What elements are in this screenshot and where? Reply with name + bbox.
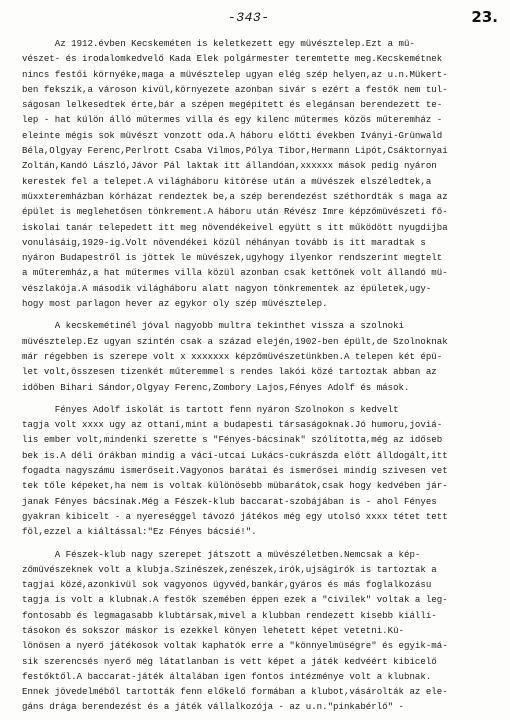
typed-text-body bbox=[22, 36, 502, 715]
text-line: hogy most parlagon hever az egykor oly szép müvésztelep. bbox=[22, 298, 328, 310]
text-line: tagja volt xxxx ugy az ottani,mint a budapesti társaságoknak.Jó humoru,joviá- bbox=[22, 419, 443, 431]
text-line: Az 1912.évben Kecskeméten is keletkezett egy müvésztelep.Ezt a mü- bbox=[22, 38, 415, 49]
text-line: iskolai tanár telepedett itt meg növendékeivel együtt s itt működött nyugdijba bbox=[22, 221, 448, 233]
text-line: vészlakója.A második világháboru alatt nagyon tönkrementek az épületek,ugy- bbox=[22, 282, 432, 294]
text-line: sik szerencsés nyerő még látatlanban is vett képet a játék kedvéért kibicelő bbox=[22, 655, 437, 667]
text-line: Zoltán,Kandó László,Jávor Pál laktak itt állandóan,xxxxxx mások pedig nyáron bbox=[22, 160, 437, 172]
text-line: fontosabb és legmagasabb klubtársak,mivel a klubban rendezett kisebb kiállí- bbox=[22, 609, 437, 621]
text-line: zőmüvészeknek volt a klubja.Szinészek,zenészek,irók,ujságirók is tartoztak a bbox=[22, 563, 437, 575]
text-line: müvésztelep.Ez ugyan szintén csak a század elején,1902-ben épült,de Szolnoknak bbox=[22, 335, 448, 347]
paragraph bbox=[22, 547, 502, 715]
text-line: vészet- és irodalomkedvelő Kada Elek polgármester teremtette meg.Kecskemétnek bbox=[22, 53, 443, 65]
text-line: eleinte mégis sok müvészt vonzott oda.A háboru előtti években Iványi-Grünwald bbox=[22, 129, 443, 141]
text-line: vonulásáig,1929-ig.Volt növendékei közül néhányan tovább is itt maradtak s bbox=[22, 236, 426, 248]
text-line: müxxteremházban kórházat rendeztek be,a szép berendezést széthordták s maga az bbox=[22, 190, 448, 202]
text-line: nincs festői környéke,maga a müvésztelep ugyan elég szép helyen,az u.n.Mükert- bbox=[22, 68, 448, 80]
text-line: ben fekszik,a városon kivül,környezete azonban sivár s ezért a festők nem tul- bbox=[22, 83, 448, 95]
paragraph bbox=[22, 36, 502, 311]
paragraph-gap bbox=[22, 395, 502, 402]
text-line: fogadta nagyszámu ismerőseit.Vagyonos barátai és ismerősei mindig szivesen vet bbox=[22, 465, 448, 477]
text-line: bek is.A déli órákban mindig a váci-utcai Lukács-cukrászda előtt álldogált,itt bbox=[22, 449, 448, 461]
text-line: ságosan lelkesedtek érte,bár a szépen megépitett és elegánsan berendezett te- bbox=[22, 99, 443, 111]
page-header bbox=[0, 8, 510, 30]
page-number: -343- bbox=[228, 10, 270, 25]
text-line: Fényes Adolf iskolát is tartott fenn nyáron Szolnokon s kedvelt bbox=[22, 403, 399, 415]
text-line: lep - hat külön álló műtermes villa és egy kilenc műtermes közös műteremház - bbox=[22, 114, 443, 126]
text-line: lönösen a nyerő játékosok voltak kaphatók erre a "könnyelmüségre" és egyik-má- bbox=[22, 640, 448, 652]
text-line: let volt,összesen tizenkét műteremmel s rendes lakói közé tartoztak abban az bbox=[22, 366, 437, 378]
paragraph-gap bbox=[22, 540, 502, 547]
text-line: időben Bihari Sándor,Olgyay Ferenc,Zombory Lajos,Fényes Adolf és mások. bbox=[22, 381, 410, 393]
handwritten-page-number: 23. bbox=[471, 8, 498, 26]
text-line: tagja is volt a klubnak.A festők szemében éppen ezek a "civilek" voltak a leg- bbox=[22, 594, 448, 606]
text-line: gyakran kibicelt - a nyereséggel távozó játékos még egy utolsó xxxx tétet tett bbox=[22, 510, 448, 522]
text-line: föl,ezzel a kiáltással:"Ez Fényes bácsié!". bbox=[22, 526, 257, 538]
text-line: nyáron Budapestről is jöttek le müvészek,ugyhogy ilyenkor rendszerint megtelt bbox=[22, 252, 443, 264]
text-line: tagjai közé,azonkivül sok vagyonos ügyvéd,bankár,gyáros és más foglalkozásu bbox=[22, 579, 432, 591]
text-line: kerestek fel a telepet.A világháboru kitörése után a müvészek elszéledtek,a bbox=[22, 175, 432, 187]
text-line: tek tőle képeket,ha nem is voltak különösebb mübarátok,csak hogy kedvében jár- bbox=[22, 480, 448, 492]
paragraph bbox=[22, 402, 502, 540]
text-line: Ennek jövedelméből tartották fenn előkelő formában a klubot,vásárolták az ele- bbox=[22, 686, 448, 698]
text-line: festőktől.A baccarat-játék általában igen fontos intézménye volt a klubnak. bbox=[22, 670, 432, 682]
text-line: gáns drága berendezést és a játék vállalkozója - az u.n."pinkabérlő" - bbox=[22, 701, 404, 713]
paragraph-gap bbox=[22, 311, 502, 318]
text-line: lis ember volt,mindenki szerette s "Fényes-bácsinak" szólította,még az időseb bbox=[22, 434, 443, 446]
text-line: janak Fényes bácsinak.Még a Fészek-klub baccarat-szobájában is - ahol Fényes bbox=[22, 495, 437, 507]
paragraph bbox=[22, 318, 502, 394]
text-line: A kecskemétinél jóval nagyobb multra tekinthet vissza a szolnoki bbox=[22, 320, 404, 332]
text-line: A Fészek-klub nagy szerepet játszott a müvészéletben.Nemcsak a kép- bbox=[22, 548, 421, 560]
text-line: Béla,Olgyay Ferenc,Perlrott Csaba Vilmos,Pólya Tibor,Hermann Lipót,Csáktornyai bbox=[22, 145, 448, 157]
text-line: már régebben is szerepe volt x xxxxxxx képzőmüvészetünkben.A telepen két épü- bbox=[22, 350, 443, 362]
text-line: tásokon és sokszor máskor is ezekkel könyen lehetett képet vetetni.Kü- bbox=[22, 624, 404, 636]
text-line: épület is meglehetősen tönkrement.A háboru után Révész Imre képzőmüvészeti fő- bbox=[22, 206, 448, 218]
text-line: a műteremház,a hat műtermes villa közül azonban csak kettőnek volt állandó mü- bbox=[22, 267, 448, 279]
